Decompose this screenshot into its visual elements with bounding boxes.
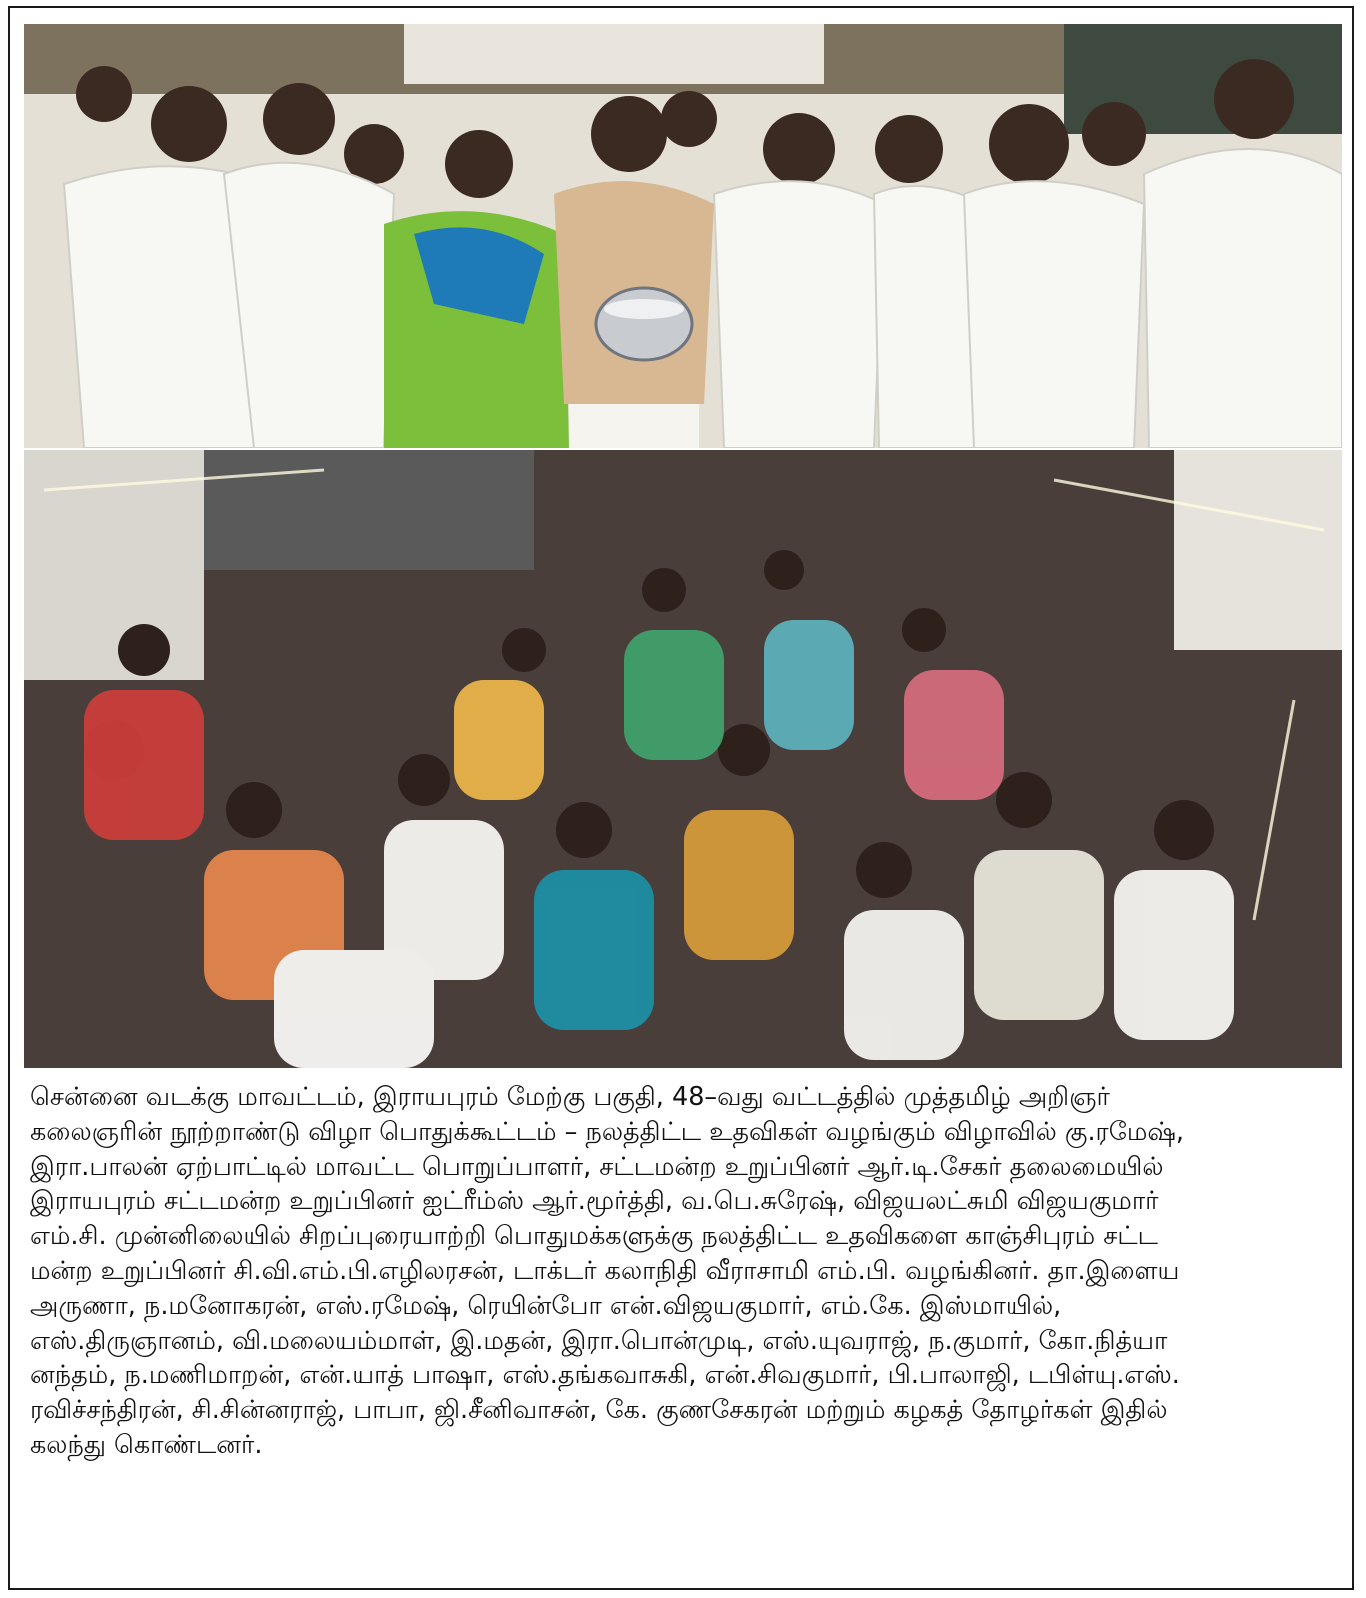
event-stage-photo [24, 24, 1342, 448]
caption-line: சென்னை வடக்கு மாவட்டம், இராயபுரம் மேற்கு பகுதி, 48–வது வட்டத்தில் முத்தமிழ் அறிஞர் [30, 1082, 1110, 1112]
caption-line: மன்ற உறுப்பினர் சி.வி.எம்.பி.எழிலரசன், டாக்டர் கலாநிதி வீராசாமி எம்.பி. வழங்கினர். தா.இளைய [30, 1255, 1180, 1286]
crowd-illustration [24, 450, 1342, 1068]
event-stage-illustration [24, 24, 1342, 448]
caption-line: இராயபுரம் சட்டமன்ற உறுப்பினர் ஐட்ரீம்ஸ் ஆர்.மூர்த்தி, வ.பெ.சுரேஷ், விஜயலட்சுமி விஜயகுமார் [30, 1186, 1159, 1217]
caption-line: எஸ்.திருஞானம், வி.மலையம்மாள், இ.மதன், இரா.பொன்முடி, எஸ்.யுவராஜ், ந.குமார், கோ.நித்யா [30, 1325, 1168, 1356]
caption-line: கலைஞரின் நூற்றாண்டு விழா பொதுக்கூட்டம் – நலத்திட்ட உதவிகள் வழங்கும் விழாவில் கு.ரமேஷ், [30, 1116, 1184, 1147]
news-caption [30, 1080, 1330, 1463]
crowd-photo [24, 450, 1342, 1068]
caption-line: இரா.பாலன் ஏற்பாட்டில் மாவட்ட பொறுப்பாளர், சட்டமன்ற உறுப்பினர் ஆர்.டி.சேகர் தலைமையில் [30, 1151, 1164, 1182]
caption-line: ரவிச்சந்திரன், சி.சின்னராஜ், பாபா, ஜி.சீனிவாசன், கே. குணசேகரன் மற்றும் கழகத் தோழர்கள் இதில் [30, 1395, 1168, 1426]
caption-line: கலந்து கொண்டனர். [30, 1429, 263, 1460]
caption-line: எம்.சி. முன்னிலையில் சிறப்புரையாற்றி பொதுமக்களுக்கு நலத்திட்ட உதவிகளை காஞ்சிபுரம் சட்ட [30, 1221, 1158, 1252]
caption-line: னந்தம், ந.மணிமாறன், என்.யாத் பாஷா, எஸ்.தங்கவாசுகி, என்.சிவகுமார், பி.பாலாஜி, டபிள்யு.எஸ். [30, 1360, 1180, 1391]
caption-line: அருணா, ந.மனோகரன், எஸ்.ரமேஷ், ரெயின்போ என்.விஜயகுமார், எம்.கே. இஸ்மாயில், [30, 1290, 1062, 1321]
